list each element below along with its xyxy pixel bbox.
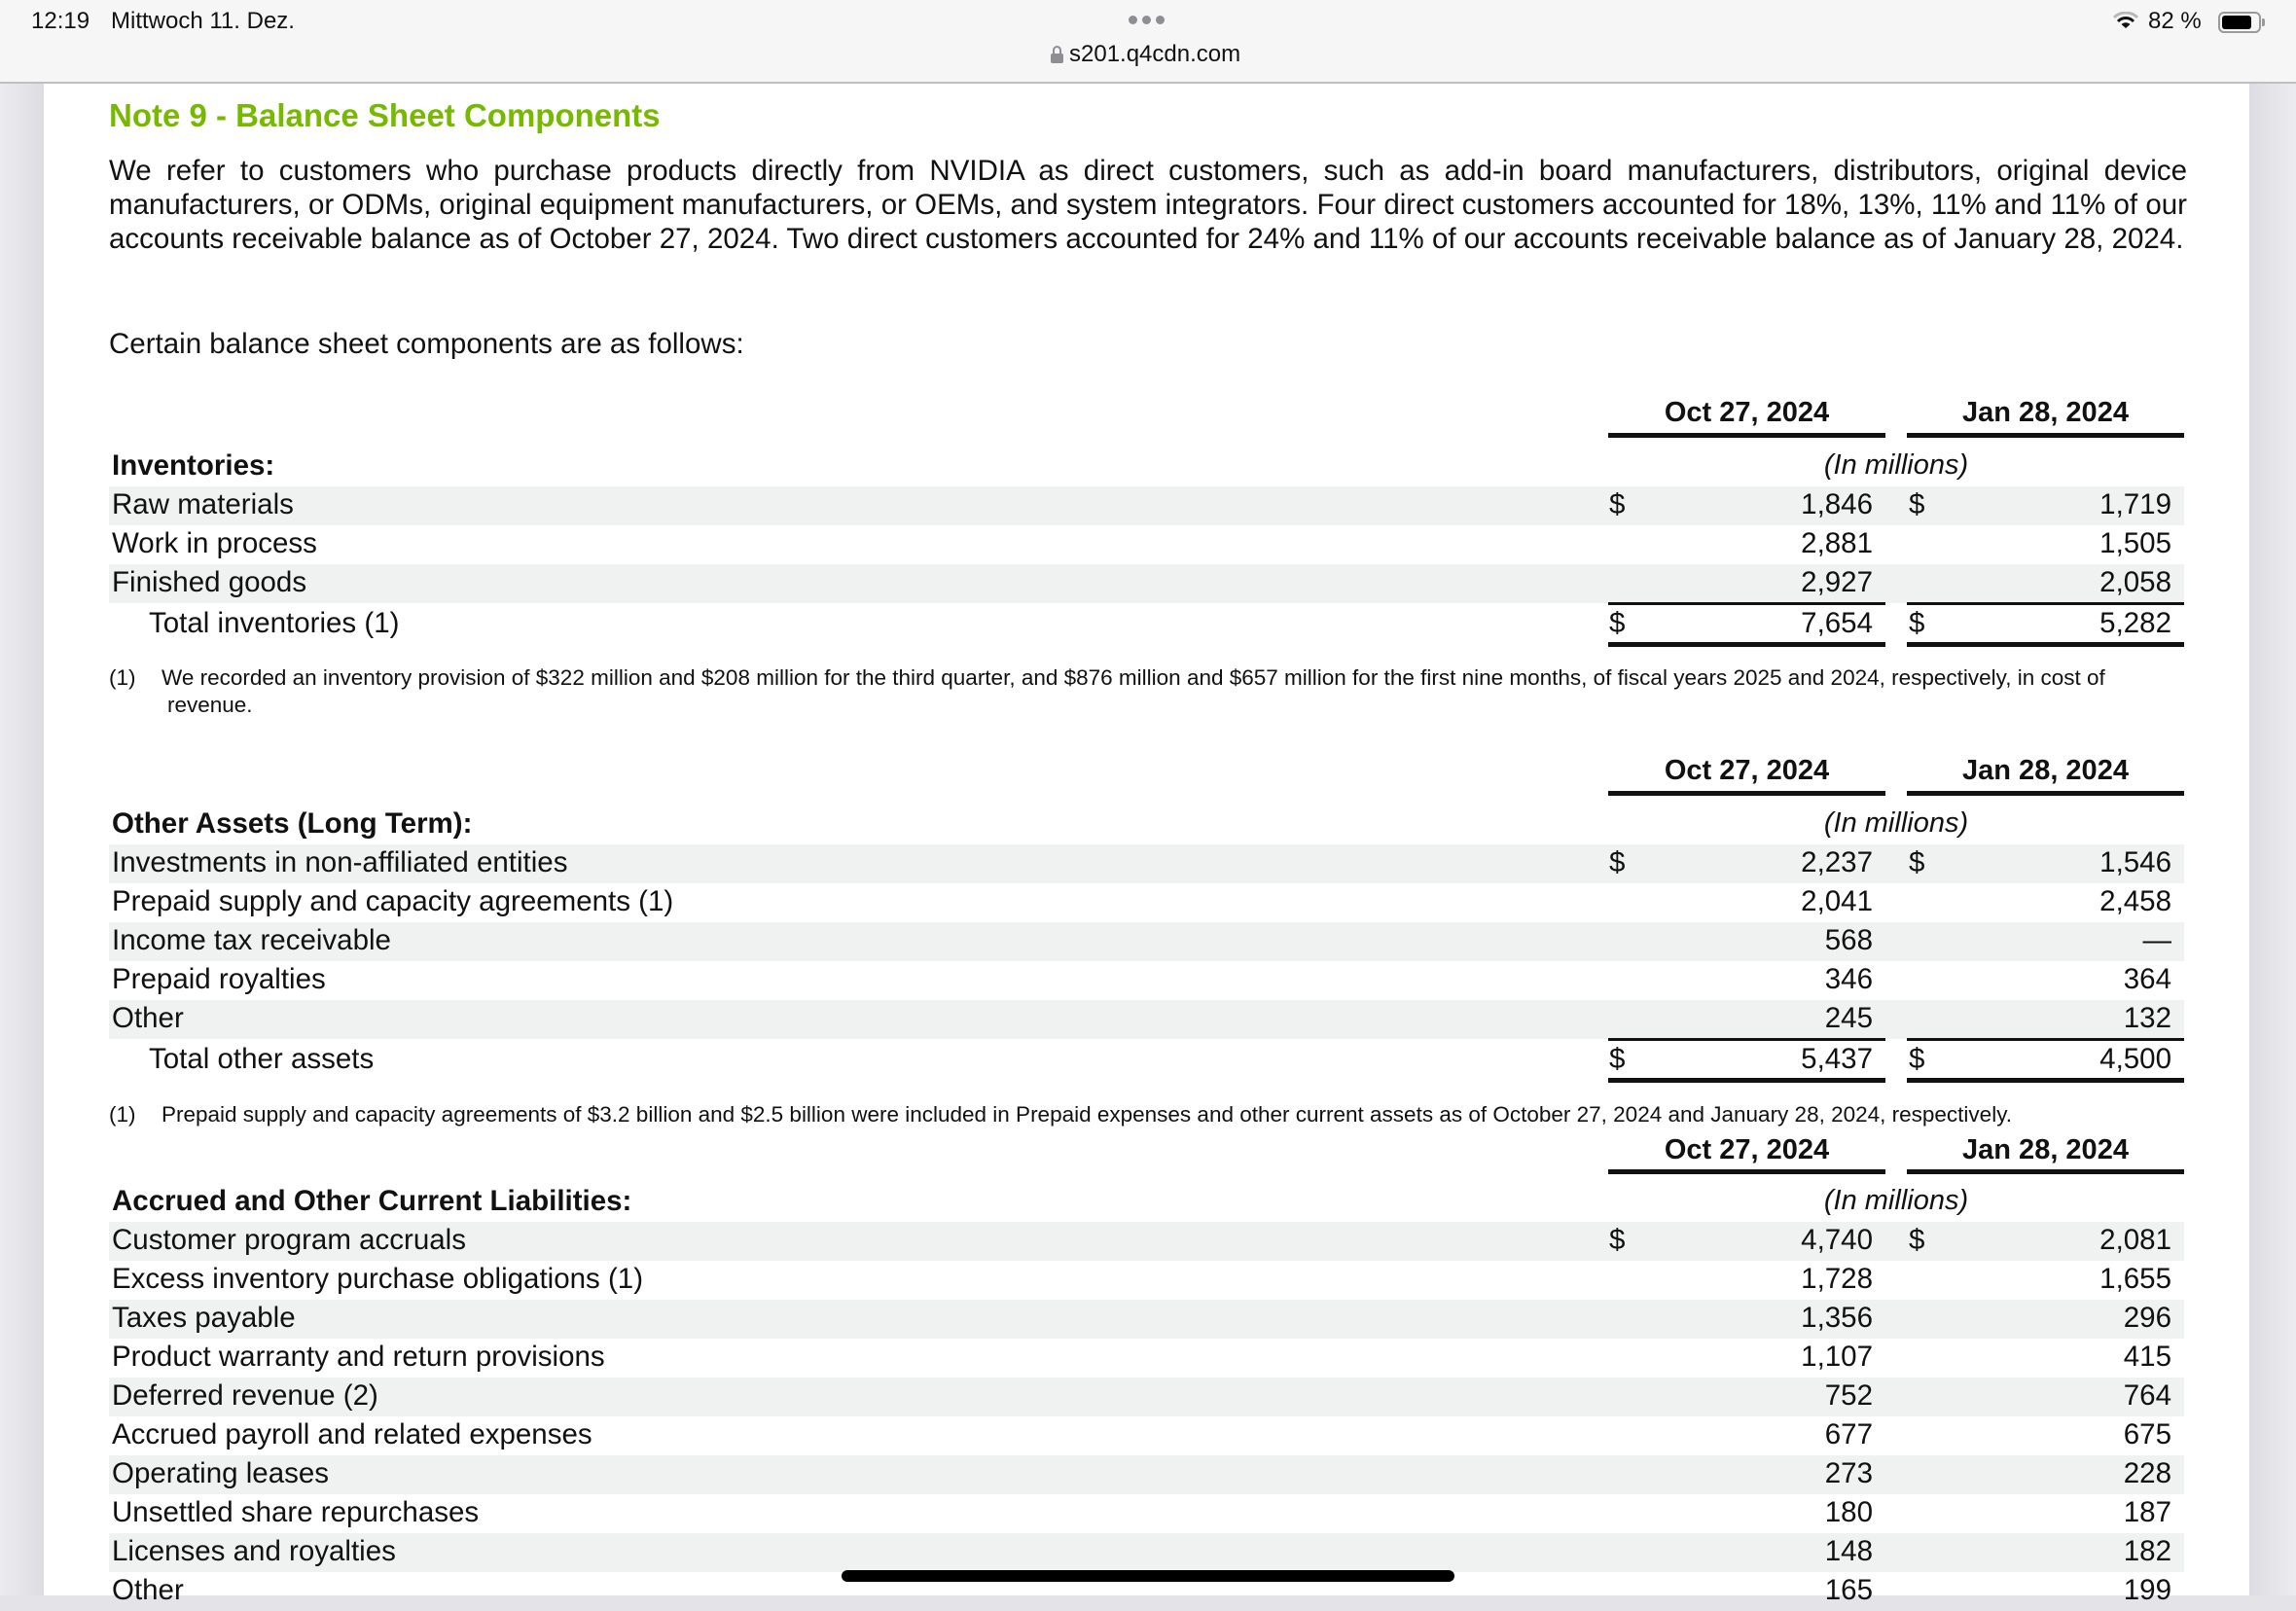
value-oct: 2,041 bbox=[1801, 885, 1873, 917]
dollar-sign: $ bbox=[1609, 1043, 1626, 1075]
value-jan: 415 bbox=[2123, 1341, 2171, 1373]
column-header-oct: Oct 27, 2024 bbox=[1664, 755, 1830, 786]
row-label: Other bbox=[112, 1574, 184, 1606]
value-jan: 296 bbox=[2123, 1302, 2171, 1334]
total-jan: 5,282 bbox=[2099, 607, 2171, 639]
row-label: Prepaid supply and capacity agreements (1) bbox=[112, 885, 674, 917]
dollar-sign: $ bbox=[1909, 488, 1925, 520]
row-label: Licenses and royalties bbox=[112, 1535, 396, 1567]
value-jan: 2,458 bbox=[2099, 885, 2171, 917]
value-oct: 180 bbox=[1824, 1496, 1873, 1528]
total-label: Total other assets bbox=[149, 1043, 375, 1075]
table-row bbox=[109, 1300, 2184, 1339]
column-header-jan: Jan 28, 2024 bbox=[1962, 397, 2129, 428]
dollar-sign: $ bbox=[1909, 607, 1925, 639]
row-label: Other bbox=[112, 1002, 184, 1034]
total-oct: 5,437 bbox=[1801, 1043, 1873, 1075]
header-underline bbox=[1907, 433, 2184, 438]
value-oct: 4,740 bbox=[1801, 1224, 1873, 1256]
table-row bbox=[109, 1261, 2184, 1300]
table-row bbox=[109, 1000, 2184, 1039]
footnote-text: We recorded an inventory provision of $322 million and $208 million for the third quarter, and $876 million and $657 million for the first nine months, of fiscal years 2025 and 2024, respectively, in cost of bbox=[161, 665, 2105, 690]
table-row bbox=[109, 564, 2184, 603]
left-gutter bbox=[0, 84, 44, 1595]
table-row bbox=[109, 883, 2184, 922]
components-intro: Certain balance sheet components are as follows: bbox=[109, 328, 744, 360]
row-label: Work in process bbox=[112, 527, 317, 559]
row-label: Product warranty and return provisions bbox=[112, 1341, 605, 1373]
value-jan: 1,505 bbox=[2099, 527, 2171, 559]
table-row bbox=[109, 922, 2184, 961]
intro-paragraph: We refer to customers who purchase products directly from NVIDIA as direct customers, such as add-in board manufacturers, distributors, original device manufacturers, or ODMs, original equipment manufacturers, or OEMs, and system integrators. Four direct customers accounted for 18%, 13%, 11% and 11% of our accounts receivable balance as of October 27, 2024. Two direct customers accounted for 24% and 11% of our accounts receivable balance as of January 28, 2024. bbox=[109, 155, 2187, 255]
value-oct: 1,107 bbox=[1801, 1341, 1873, 1373]
value-oct: 752 bbox=[1824, 1379, 1873, 1412]
value-jan: 1,546 bbox=[2099, 846, 2171, 878]
dollar-sign: $ bbox=[1609, 607, 1626, 639]
footnote-number: (1) bbox=[109, 665, 136, 690]
header-underline bbox=[1608, 1169, 1885, 1174]
table-row bbox=[109, 1339, 2184, 1378]
value-oct: 273 bbox=[1824, 1457, 1873, 1489]
value-jan: 182 bbox=[2123, 1535, 2171, 1567]
footnote-text: Prepaid supply and capacity agreements of $3.2 billion and $2.5 billion were included in Prepaid expenses and other current assets as of October 27, 2024 and January 28, 2024, respectively. bbox=[161, 1102, 2013, 1127]
total-jan: 4,500 bbox=[2099, 1043, 2171, 1075]
status-date: Mittwoch 11. Dez. bbox=[111, 8, 295, 34]
row-label: Income tax receivable bbox=[112, 924, 391, 956]
table-row bbox=[109, 961, 2184, 1000]
value-oct: 245 bbox=[1824, 1002, 1873, 1034]
status-time: 12:19 bbox=[31, 8, 90, 34]
total-row bbox=[109, 605, 2184, 644]
row-label: Prepaid royalties bbox=[112, 963, 326, 995]
value-oct: 1,356 bbox=[1801, 1302, 1873, 1334]
unit-label: (In millions) bbox=[1823, 807, 1969, 839]
row-label: Finished goods bbox=[112, 566, 307, 598]
value-oct: 2,881 bbox=[1801, 527, 1873, 559]
value-jan: — bbox=[2142, 924, 2171, 956]
total-double-rule bbox=[1608, 642, 1885, 647]
table-row bbox=[109, 1416, 2184, 1455]
value-jan: 132 bbox=[2123, 1002, 2171, 1034]
header-underline bbox=[1907, 1169, 2184, 1174]
row-label: Customer program accruals bbox=[112, 1224, 466, 1256]
home-indicator[interactable] bbox=[842, 1570, 1454, 1582]
value-jan: 675 bbox=[2123, 1418, 2171, 1450]
wifi-icon bbox=[2113, 12, 2138, 29]
value-jan: 364 bbox=[2123, 963, 2171, 995]
row-label: Unsettled share repurchases bbox=[112, 1496, 480, 1528]
row-label: Deferred revenue (2) bbox=[112, 1379, 378, 1412]
footnote-number: (1) bbox=[109, 1102, 136, 1127]
footnote-text-continued: revenue. bbox=[167, 693, 253, 717]
table-row bbox=[109, 1494, 2184, 1533]
page-title: Note 9 - Balance Sheet Components bbox=[109, 97, 661, 133]
value-oct: 1,846 bbox=[1801, 488, 1873, 520]
value-jan: 199 bbox=[2123, 1574, 2171, 1606]
address-bar[interactable] bbox=[1051, 41, 1245, 68]
table-row bbox=[109, 1222, 2184, 1261]
row-label: Accrued payroll and related expenses bbox=[112, 1418, 592, 1450]
dollar-sign: $ bbox=[1609, 488, 1626, 520]
dollar-sign: $ bbox=[1909, 1043, 1925, 1075]
value-oct: 165 bbox=[1824, 1574, 1873, 1606]
value-jan: 1,655 bbox=[2099, 1263, 2171, 1295]
value-oct: 677 bbox=[1824, 1418, 1873, 1450]
total-row bbox=[109, 1041, 2184, 1080]
value-jan: 187 bbox=[2123, 1496, 2171, 1528]
column-header-jan: Jan 28, 2024 bbox=[1962, 1134, 2129, 1165]
battery-level-fill bbox=[2222, 16, 2251, 29]
section-heading: Other Assets (Long Term): bbox=[112, 807, 473, 840]
dollar-sign: $ bbox=[1909, 1224, 1925, 1256]
more-dots-icon[interactable] bbox=[1129, 16, 1165, 24]
value-jan: 1,719 bbox=[2099, 488, 2171, 520]
header-underline bbox=[1608, 791, 1885, 796]
unit-label: (In millions) bbox=[1823, 449, 1969, 481]
section-heading: Inventories: bbox=[112, 449, 275, 482]
lock-icon bbox=[1051, 46, 1063, 63]
table-row bbox=[109, 1378, 2184, 1416]
value-jan: 764 bbox=[2123, 1379, 2171, 1412]
value-oct: 346 bbox=[1824, 963, 1873, 995]
url-text: s201.q4cdn.com bbox=[1069, 41, 1241, 67]
total-double-rule bbox=[1907, 642, 2184, 647]
row-label: Operating leases bbox=[112, 1457, 330, 1489]
value-oct: 148 bbox=[1824, 1535, 1873, 1567]
value-oct: 1,728 bbox=[1801, 1263, 1873, 1295]
column-header-oct: Oct 27, 2024 bbox=[1664, 397, 1830, 428]
total-oct: 7,654 bbox=[1801, 607, 1873, 639]
total-double-rule bbox=[1608, 1078, 1885, 1083]
column-header-oct: Oct 27, 2024 bbox=[1664, 1134, 1830, 1165]
battery-icon bbox=[2218, 12, 2261, 33]
table-row bbox=[109, 1455, 2184, 1494]
right-gutter bbox=[2249, 84, 2296, 1595]
value-jan: 2,058 bbox=[2099, 566, 2171, 598]
value-jan: 228 bbox=[2123, 1457, 2171, 1489]
total-label: Total inventories (1) bbox=[149, 607, 400, 639]
table-row bbox=[109, 844, 2184, 883]
row-label: Investments in non-affiliated entities bbox=[112, 846, 568, 878]
dollar-sign: $ bbox=[1609, 846, 1626, 878]
unit-label: (In millions) bbox=[1823, 1185, 1969, 1216]
value-oct: 2,927 bbox=[1801, 566, 1873, 598]
table-row bbox=[109, 1533, 2184, 1572]
row-label: Excess inventory purchase obligations (1) bbox=[112, 1263, 644, 1295]
header-underline bbox=[1608, 433, 1885, 438]
table-row bbox=[109, 486, 2184, 525]
row-label: Taxes payable bbox=[112, 1302, 296, 1334]
total-double-rule bbox=[1907, 1078, 2184, 1083]
column-header-jan: Jan 28, 2024 bbox=[1962, 755, 2129, 786]
value-oct: 568 bbox=[1824, 924, 1873, 956]
section-heading: Accrued and Other Current Liabilities: bbox=[112, 1185, 632, 1217]
battery-percent: 82 % bbox=[2148, 8, 2202, 34]
dollar-sign: $ bbox=[1609, 1224, 1626, 1256]
battery-tip bbox=[2262, 18, 2265, 26]
status-bar bbox=[0, 0, 2296, 84]
row-label: Raw materials bbox=[112, 488, 294, 520]
header-underline bbox=[1907, 791, 2184, 796]
dollar-sign: $ bbox=[1909, 846, 1925, 878]
value-oct: 2,237 bbox=[1801, 846, 1873, 878]
value-jan: 2,081 bbox=[2099, 1224, 2171, 1256]
table-row bbox=[109, 525, 2184, 564]
